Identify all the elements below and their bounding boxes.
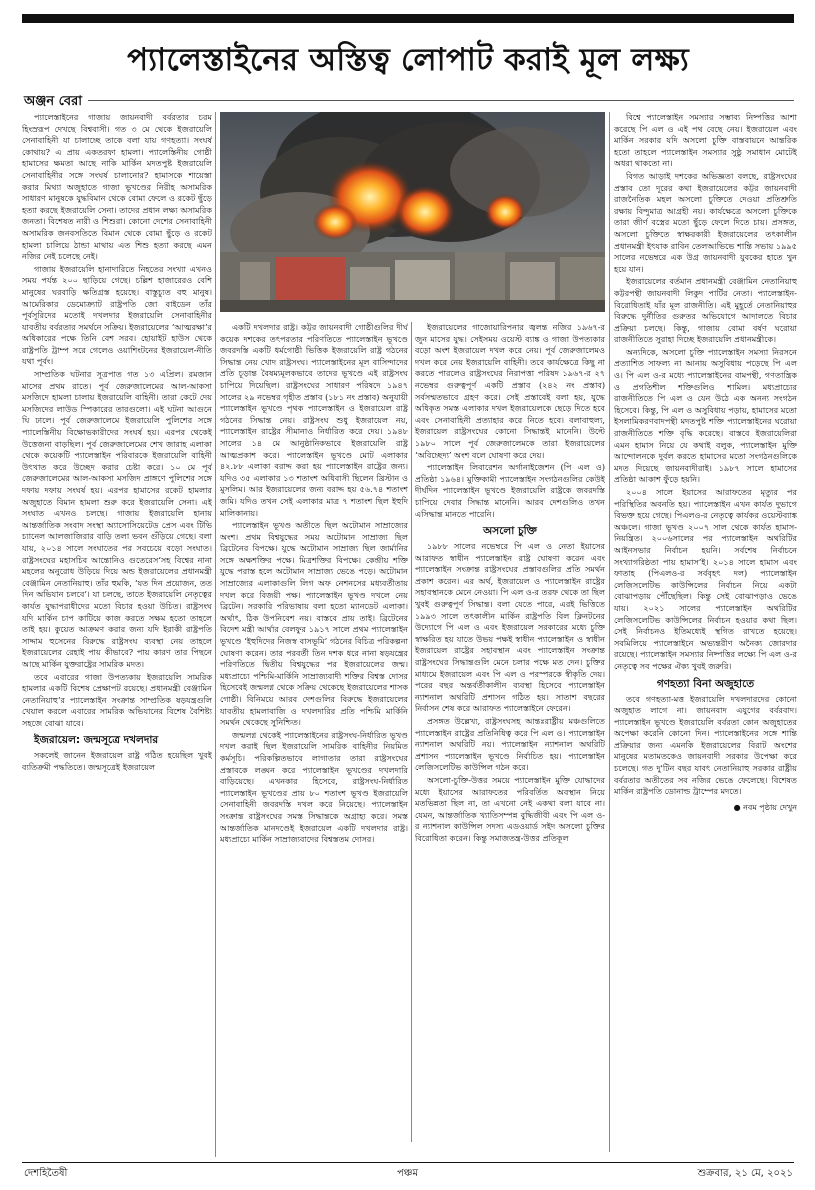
byline-rule (88, 100, 794, 101)
paragraph: জন্মলগ্ন থেকেই প্যালেস্তাইনের রাষ্ট্রসংঘ-নির্ধারিত ভূখণ্ড দখল করাই ছিল ইজরায়েলি সামরিক বাহিনীর নিয়মিত কর্মসূচি। পরিকল্পিতভাবে লাগাতার তারা রাষ্ট্রসংঘের প্রস্তাবকে লঙ্ঘন করে প্যালেস্তাইন ভূখণ্ডের দখলদারি বাড়িয়েছে। এখনকার হিসেবে, রাষ্ট্রসংঘ-নির্ধারিত প্যালেস্তাইন ভূখণ্ডের প্রায় ৮০ শতাংশ ভূখণ্ড ইজরায়েলি সেনাবাহিনী জবরদস্তি দখল করে নিয়েছে। প্যালেস্তাইন সংক্রান্ত রাষ্ট্রসংঘের সমস্ত সিদ্ধান্তকে অগ্রাহ্য করে। সমস্ত আন্তর্জাতিক মানদণ্ডেই ইজরায়েল একটি দখলদার রাষ্ট্র। মধ্যপ্রাচ্যে মার্কিন সাম্রাজ্যবাদের বিশ্বস্ততম দোসর। (220, 729, 408, 845)
paragraph: তবে গণহত্যা-মত্ত ইজরায়েলি দখলদারদের কোনো অজুহাত লাগে না। জায়নবাদ এযুগের বর্বরবাদ। প্যালেস্তাইন ভূখণ্ডে ইজরায়েলি বর্বরতা কোন অজুহাতের অপেক্ষা করেনি কোনো দিন। প্যালেস্তাইনের সঙ্গে শান্তি প্রক্রিয়ার জন্য এমনকি ইজরায়েলের বিরাট অংশের মানুষের মতামতকেও জায়নবাদী সরকার উপেক্ষা করে চলেছে। গত দু'টিন বছর যাবৎ নেতানিয়াহু সরকার রাষ্ট্রীয় বর্বরতার অতীতের সব নজির ভেঙে ফেলেছে। বিশেষত মার্কিন রাষ্ট্রপতি ডোনাল্ড ট্রাম্পের মদতে। (614, 693, 797, 797)
byline: অঞ্জন বেরা (24, 94, 83, 109)
paragraph: তবে এবারের গাজা উপত্যকায় ইজরায়েলি সামরিক হামলার একটি বিশেষ প্রেক্ষাপট রয়েছে। প্রধানমন্ত্রী বেঞ্জামিন নেতানিয়াহু’র প্যালেস্তাইন সংক্রান্ত সাম্প্রতিক ষড়যন্ত্রগুলি খেয়াল করলে এবারের সামরিক অভিযানের বিশেষ বৈশিষ্ট্য সহজে বোঝা যাবে। (22, 671, 212, 728)
paragraph: একটি দখলদার রাষ্ট্র। কট্টর জায়নবাদী গোষ্ঠীগুলির দীর্ঘ কয়েক দশকের তৎপরতার পরিণতিতে প্যালেস্তাইন ভূখণ্ডে জবরদস্তি একটি ধর্মগোষ্ঠী ভিত্তিক ইজরায়েলি রাষ্ট্র গঠনের সিদ্ধান্ত নেয় খোদ রাষ্ট্রসংঘ। প্যালেস্তাইনের মূল বাসিন্দাদের প্রতি চূড়ান্ত বৈষম্যমূলকভাবে তাদের ভূখণ্ডে এই রাষ্ট্রসংঘ চাপিয়ে দিয়েছিল। রাষ্ট্রসংঘের সাধারণ পরিষদে ১৯৪৭ সালের ২৯ নভেম্বর গৃহীত প্রস্তাব (১৮১ নং প্রস্তাব) অনুযায়ী প্যালেস্তাইন ভূখণ্ডে পৃথক প্যালেস্তাইন ও ইজরায়েল রাষ্ট্র গঠনের সিদ্ধান্ত নেয়। রাষ্ট্রসংঘ শুধু ইজরায়েল নয়, প্যালেস্তাইন রাষ্ট্রের সীমানাও নির্ধারিত করে দেয়। ১৯৪৮ সালের ১৪ মে আনুষ্ঠানিকভাবে ইজরায়েলি রাষ্ট্র আত্মপ্রকাশ করে। প্যালেস্তাইন ভূখণ্ডে মোট এলাকার ৪২.৮৮ এলাকা বরাদ্দ করা হয় প্যালেস্তাইন রাষ্ট্রের জন্য। যদিও ৩৫ এলাকার ১৩ শতাংশ অধিবাসী ছিলেন খ্রিস্টান ও মুসলিম। আর ইজরায়েলের জন্য বরাদ্দ হয় ৫৬.৭৪ শতাংশ জমি। যদিও তখন সেই এলাকার মাত্র ৭ শতাংশ ছিল ইহুদি মালিকানায়। (220, 322, 408, 518)
paragraph: অসলো-চুক্তি-উত্তর সময়ে প্যালেস্তাইন মুক্তি যোদ্ধাদের মধ্যে ইয়াসের আরাফতের পরিবর্তিত অবস্থান নিয়ে মতভিন্নতা ছিল না, তা এখনো নেই একথা বলা যাবে না। যেমন, আন্তর্জাতিক খ্যাতিসম্পন্ন বুদ্ধিজীবী এবং পি এল ও-র ন্যাশনাল কাউন্সিল সদস্য এডওয়ার্ড সইদ অসলো চুক্তির বিরোধিতা করেন। কিন্তু সমাজতন্ত্র-উত্তর প্রতিকূল (415, 774, 605, 843)
footer-publication: দেশহিতৈষী (24, 1168, 68, 1179)
subheading: ইজরায়েল: জন্মসূত্রে দখলদার (34, 734, 159, 747)
paragraph: ১৯৮৮ সালের নভেম্বরে পি এল ও নেতা ইয়াসের আরাফত স্বাধীন প্যালেস্তাইন রাষ্ট্র ঘোষণা করেন এবং প্যালেস্তাইন সংক্রান্ত রাষ্ট্রসংঘের প্রস্তাবগুলির প্রতি সমর্থন প্রকাশ করেন। এর অর্থ, ইজরায়েল ও প্যালেস্তাইন রাষ্ট্রের সহাবস্থানকে মেনে নেওয়া। পি এল ও-র তরফ থেকে তা ছিল খুবই গুরুত্বপূর্ণ সিদ্ধান্ত। বলা যেতে পারে, এরই ভিত্তিতে ১৯৯৩ সালে তৎকালীন মার্কিন রাষ্ট্রপতি বিল ক্লিনটনের উদ্যোগে পি এল ও এবং ইজরায়েল সরকারের মধ্যে চুক্তি স্বাক্ষরিত হয় যাতে উভয় পক্ষই স্বাধীন প্যালেস্তাইন ও স্বাধীন ইজরায়েল রাষ্ট্রের সহাবস্থান এবং প্যালেস্তাইন সংক্রান্ত রাষ্ট্রসংঘের সিদ্ধান্তগুলি মেনে চলার পক্ষে মত দেন। চুক্তির মাধ্যমে ইজরায়েল এবং পি এল ও পরস্পরকে স্বীকৃতি দেয়। পরের বছর অন্তর্বর্তীকালীন ব্যবস্থা হিসেবে প্যালেস্তাইন ন্যাশনাল অথরিটি প্রশাসন গঠিত হয়। সাতাশ বছরের নির্বাসন শেষ করে আরাফত প্যালেস্তাইনে ফেরেন। (415, 541, 605, 714)
column-4 (614, 112, 797, 1147)
continued-note: ● নবম পৃষ্ঠায় দেখুন (733, 802, 797, 812)
paragraph: বিগত আড়াই দশকের অভিজ্ঞতা বলছে, রাষ্ট্রসংঘের প্রস্তাব তো দূরের কথা ইজরায়েলের কট্টর জায়নবাদী রাজনৈতিক মহল অসলো চুক্তিতে দেওয়া প্রতিশ্রুতি রক্ষায় বিন্দুমাত্র আগ্রহী নয়। কার্যক্ষেত্রে অসলো চুক্তিকে তারা জীর্ণ বস্ত্রের মতো ছুঁড়ে ফেলে দিতে চায়। প্রসঙ্গত, অসলো চুক্তিতে স্বাক্ষরকারী ইজরায়েলের তৎকালীন প্রধানমন্ত্রী ইৎযাক রাবিন তেলআভিভে শান্তি সভায় ১৯৯৫ সালের নভেম্বরে এক উগ্র জায়নবাদী যুবকের হাতে খুন হয়ে যান। (614, 170, 797, 274)
news-photo-explosion (220, 112, 605, 312)
column-1 (22, 112, 212, 1157)
footer-date: শুক্রবার, ২১ মে, ২০২১ (697, 1168, 793, 1179)
paragraph: গাজায় ইজরায়েলি হানাদারিতে নিহতের সংখ্যা এখনও সময় পর্যন্ত ২০০ ছাড়িয়ে গেছে। চল্লিশ হাজারেরও বেশি মানুষের ঘরবাড়ি ক্ষতিগ্রস্ত হয়েছে। বাস্তুচ্যুত বহু মানুষ। আমেরিকার ডেমোক্র্যাট রাষ্ট্রপতি জো বাইডেন তাঁর পূর্বসূরিদের মতোই দখলদার ইজরায়েলি সেনাবাহিনীর যাবতীয় বর্বরতার সমর্থনে সক্রিয়। ইজরায়েলের ‘আত্মরক্ষা’র অধিকারের পক্ষে তিনি বেশ সরব। হোয়াইট হাউস থেকে রাষ্ট্রপতি ট্রাম্প সরে গেলেও ওয়াশিংটনের ইজরায়েল-নীতি যথা পূর্বং। (22, 263, 212, 367)
footer-rule (22, 1162, 794, 1163)
paragraph: প্যালেস্তাইনের গাজায় জায়নবাদী বর্বরতার চরম হিংস্ররূপ দেখছে বিশ্ববাসী। গত ৩ মে থেকে ইজরায়েলি সেনাবাহিনী যা চালাচ্ছে তাকে বলা যায় গণহত্যা। সংঘর্ষ কোথায়? এ প্রায় একতরফা হামলা। প্যালেস্তিনীয় গোষ্ঠী হামাসের ক্ষমতা আছে নাকি মার্কিন মদতপুষ্ট ইজরায়েলি সেনাবাহিনীর সঙ্গে সংঘর্ষ চালানোর? হামাসকে শায়েস্তা করার মিথ্যা অজুহাতে গাজা ভূখণ্ডের নিরীহ অসামরিক সাধারণ মানুষকে যুদ্ধবিমান থেকে বোমা ফেলে ও রকেট ছুঁড়ে হত্যা করছে ইজরায়েলি সেনা। তাদের প্রধান লক্ষ্য অসামরিক জনতা। বিশেষত নারী ও শিশুরা। কোনো দেশের সেনাবাহিনী অসামরিক জনবসতিতে বিমান থেকে বোমা ছুঁড়ে ও রকেট হামলা চালিয়ে ঠান্ডা মাথায় এত শিশু হত্যা করছে এমন নজির নেই চলেছে নেই। (22, 112, 212, 262)
paragraph: প্যালেস্তাইন ভূখণ্ড অতীতে ছিল অটোমান সাম্রাজ্যের অংশ। প্রথম বিশ্বযুদ্ধের সময় অটোমান সাম্রাজ্য ছিল ব্রিটেনের বিপক্ষে। যুদ্ধে অটোমান সাম্রাজ্য ছিল জার্মানির সঙ্গে অক্ষশক্তির পক্ষে। মিত্রশক্তির বিপক্ষে। কেন্দ্রীয় শক্তি যুদ্ধে পরাস্ত হলে অটোমান সাম্রাজ্য ভেঙে পড়ে। অটোমান সাম্রাজ্যের এলাকাগুলি লিগ অফ নেশনসের মধ্যবর্তীতায় দখল করে বিজয়ী পক্ষ। প্যালেস্তাইন ভূখণ্ড দখলে নেয় ব্রিটেন। সরকারি পরিভাষায় বলা হতো ম্যানডেট এলাকা। অর্থাৎ, ঠিক উপনিবেশ নয়। বাস্তবে প্রায় তাই। ব্রিটেনের বিদেশ মন্ত্রী আর্থার বেলফুর ১৯১৭ সালে প্রথম প্যালেস্তাইন ভূখণ্ডে ‘ইহুদিদের নিজস্ব বাসভূমি’ গঠনের বিচিত্র পরিকল্পনা ঘোষণা করেন। তার পরবর্তী তিন দশক ধরে নানা ষড়যন্ত্রের পরিণতিতে দ্বিতীয় বিশ্বযুদ্ধের পর ইজরায়েলের জন্ম। মধ্যপ্রাচ্যে পশ্চিমি-মার্কিনি সাম্রাজ্যবাদী শক্তির বিশ্বস্ত দোসর হিসেবেই জন্মলগ্ন থেকে সক্রিয় থেকেছে ইজরায়েলের শাসক গোষ্ঠী। বিনিময়ে আরব দেশগুলির বিরুদ্ধে ইজরায়েলের যাবতীয় হামলাবাজি ও দখলদারির প্রতি পশ্চিমি মার্কিনি সমর্থন থেকেছে সুনিশ্চিত। (220, 520, 408, 728)
paragraph: বিশ্বে প্যালেস্তাইন সমস্যার সম্ভাব্য নিষ্পত্তির আশা করেছে পি এল ও এই পথ বেছে নেয়। ইজরায়েল এবং মার্কিন সরকার যদি অসলো চুক্তি বাস্তবায়নে আন্তরিক হতো তাহলে প্যালেস্তাইন সমস্যার সুষ্ঠু সমাধান মোটেই অধরা থাকতো না। (614, 112, 797, 169)
column-divider (215, 112, 216, 1157)
paragraph: ২০০৪ সালে ইয়াসের আরাফতের মৃত্যুর পর পরিস্থিতির অবনতি হয়। প্যালেস্তাইন এখন কার্যত দুভাগে বিভক্ত হয়ে গেছে। পিএলও-র নেতৃত্বে কার্যকর ওয়েস্টব্যাঙ্ক অঞ্চলে। গাজা ভূখণ্ড ২০০৭ সাল থেকে কার্যত হামাস-নিয়ন্ত্রিত। ২০০৬সালের পর প্যালেস্তাইন অথরিটির আইনসভার নির্বাচন হয়নি। সর্বশেষ নির্বাচনে সংখ্যাগরিষ্ঠতা পায় হামাস’ই। ২০১৪ সালে হামাস এবং ফাতাহ (পিএলও-র সর্ববৃহৎ দল) প্যালেস্তাইন লেজিসলেটিভ কাউন্সিলের নির্বাচন নিয়ে একটা বোঝাপড়ায় পৌঁছেছিল। কিন্তু সেই বোঝাপড়াও ভেঙে যায়। ২০২১ সালের প্যালেস্তাইন অথরিটির লেজিসলেটিভ কাউন্সিলের নির্বাচন হওয়ার কথা ছিল। সেই নির্বাচনও ইতিমধ্যেই স্থগিত রাখতে হয়েছে। সবমিলিয়ে প্যালেস্তাইনে অভ্যন্তরীণ অনৈক্য জোরদার রয়েছে। প্যালেস্তাইন সমস্যার নিষ্পত্তির লক্ষ্যে পি এল ও-র নেতৃত্বে সব পক্ষের ঐক্য খুবই জরুরি। (614, 487, 797, 671)
paragraph: ইজরায়েলের গাজোয়ারিপনার জ্বলন্ত নজির ১৯৬৭-র জুন মাসের যুদ্ধ। সেইসময় ওয়েস্ট ব্যাঙ্ক ও গাজা উপত্যকার বড়ো অংশ ইজরায়েল দখল করে নেয়। পূর্ব জেরুজালেমও দখল করে নেয় ইজরায়েলি বাহিনী। তবে কার্যক্ষেত্রে কিছু না করতে পারলেও রাষ্ট্রসংঘের নিরাপত্তা পরিষদ ১৯৬৭-র ২৭ নভেম্বর গুরুত্বপূর্ণ একটি প্রস্তাব (২৪২ নং প্রস্তাব) সর্বসম্মতভাবে গ্রহণ করে। সেই প্রস্তাবেই বলা হয়, যুদ্ধে অধিকৃত সমস্ত এলাকার দখল ইজরায়েলকে ছেড়ে দিতে হবে এবং সেনাবাহিনী প্রত্যাহার করে নিতে হবে। বলাবাহুল্য, ইজরায়েল রাষ্ট্রসংঘের কোনো সিদ্ধান্তই মানেনি। উল্টে ১৯৮০ সালে পূর্ব জেরুজালেমকে তারা ইজরায়েলের ‘অবিচ্ছেদ্য’ অংশ বলে ঘোষণা করে দেয়। (415, 322, 605, 460)
subheading: অসলো চুক্তি (483, 525, 537, 538)
masthead-rule (22, 14, 794, 23)
headline: প্যালেস্তাইনের অস্তিত্ব লোপাট করাই মূল লক্ষ্য (127, 42, 689, 78)
subheading: গণহত্যা বিনা অজুহাতে (656, 677, 755, 690)
paragraph: প্যালেস্তাইন লিবারেশন অর্গানাইজেশন (পি এল ও) প্রতিষ্ঠা ১৯৬৪। মুক্তিকামী প্যালেস্তাইন সংগঠনগুলির কেউই দীর্ঘদিন প্যালেস্তাইন ভূখণ্ডে ইজরায়েলি রাষ্ট্রকে জবরদস্তি চাপিয়ে দেবার সিদ্ধান্ত মানেনি। আরব দেশগুলিও তখন এসিদ্ধান্ত মানতে পারেনি। (415, 462, 605, 519)
footer-page-number: পঞ্চম (396, 1168, 419, 1179)
column-divider (609, 112, 610, 1152)
paragraph: সকলেই জানেন ইজরায়েল রাষ্ট্র গঠিত হয়েছিল খুবই ব্যতিক্রমী পদ্ধতিতে। জন্মসূত্রেই ইজরায়েল (22, 750, 212, 773)
paragraph: সাম্প্রতিক ঘটনার সূত্রপাত গত ১৩ এপ্রিল। রমজান মাসের প্রথম রাতে। পূর্ব জেরুজালেমের আল-আকসা মসজিদে হামলা চালায় ইজরায়েলি বাহিনী। তারা কেটে দেয় মসজিদের লাউড স্পিকারের তারগুলো। এই ঘটনা আগুনে ঘি ঢালে। পূর্ব জেরুজালেমে ইজরায়েলি পুলিশের সঙ্গে প্যালেস্তিনীয় বিক্ষোভকারীদের সংঘর্ষ হয়। এরপর থেকেই উত্তেজনা বাড়ছিল। পূর্ব জেরুজালেমের শেখ জারাহ এলাকা থেকে কয়েকটি প্যালেস্তাইন পরিবারকে ইজরায়েলি বাহিনী উৎখাত করে উচ্ছেদ করার চেষ্টা করে। ১০ মে পূর্ব জেরুজালেমের আল-আকসা মসজিদ প্রাঙ্গণে পুলিশের সঙ্গে দফায় দফায় সংঘর্ষ হয়। এরপর হামাসের রকেট হামলার অজুহাতে বিমান হামলা শুরু করে ইজরায়েলি সেনা। এই সংঘাত এখনও চলছে। গাজায় ইজরায়েলি হানায় আন্তর্জাতিক সংবাদ সংস্থা অ্যাসোসিয়েটেড প্রেস এবং টিভি চ্যানেল আলজাজিরার বাড়ি তলা ভবন গুঁড়িয়ে গেছে। বলা যায়, ২০১৪ সালে সংঘাতের পর সবচেয়ে বড়ো সংঘাত। রাষ্ট্রসংঘের মহাসচিব আন্তোনিও গুতেরেস‘সহ বিশ্বের নানা মহলের অনুরোধ উড়িয়ে দিয়ে অন্ড ইজরায়েলের প্রধানমন্ত্রী বেঞ্জামিন নেতানিয়াহু। তাঁর হুমকি, ‘যত দিন প্রয়োজন, তত দিন অভিযান চলবে’। যা চলছে, তাতে ইজরায়েলি নেতৃত্বের কার্যত যুদ্ধাপরাধীদের মতো বিচার হওয়া উচিত। রাষ্ট্রসংঘ যদি মার্কিন চাপ কাটিয়ে কাজ করতে সক্ষম হতো তাহলে তাই হয়। কুয়েত আক্রমণ করার জন্য যদি ইরাকী রাষ্ট্রপতি সাদ্দাম হুসেনের বিরুদ্ধে রাষ্ট্রসংঘ ব্যবস্থা নেয় তাহলে ইজরায়েলের রেহাই পায় কীভাবে? পায় কারণ তার পিছনে আছে মার্কিন যুক্তরাষ্ট্রের সামরিক মদত। (22, 369, 212, 669)
column-divider (411, 322, 412, 1142)
column-3 (415, 322, 605, 1152)
paragraph: ইজরায়েলের বর্তমান প্রধানমন্ত্রী বেঞ্জামিন নেতানিয়াহু কট্টরপন্থী জায়নবাদী লিকুদ পার্টির নেতা। প্যালেস্তাইন-বিরোধিতাই যাঁর মূল রাজনীতি। এই মুহূর্তে নেতানিয়াহুর বিরুদ্ধে দুর্নীতির গুরুতর অভিযোগে আদালতে বিচার প্রক্রিয়া চলছে। কিন্তু, গাজায় বোমা বর্ষণ ঘরোয়া রাজনীতিতে সুরাহা দিচ্ছে ইজরায়েলি প্রধানমন্ত্রীকে। (614, 276, 797, 345)
paragraph: প্রসঙ্গত উল্লেখ্য, রাষ্ট্রসংঘসহ আন্তঃরাষ্ট্রীয় মঞ্চগুলিতে প্যালেস্তাইন রাষ্ট্রের প্রতিনিধিত্ব করে পি এল ও। প্যালেস্তাইন ন্যাশনাল অথরিটি নয়। প্যালেস্তাইন ন্যাশনাল অথরিটি প্রশাসন প্যালেস্তাইন ভূখণ্ডে নির্বাচিত হয়। প্যালেস্তাইন লেজিসলেটিভ কাউন্সিল গঠন করে। (415, 716, 605, 773)
paragraph: অন্যদিকে, অসলো চুক্তি প্যালেস্তাইন সমস্যা নিরসনে প্রত্যাশিত সাফল্য না আনায় অসুবিধায় পড়েছে পি এল ও। পি এল ও-র মধ্যে প্যালেস্তাইনের বামপন্থী, গণতান্ত্রিক ও প্রগতিশীল শক্তিগুলিও শামিল। মধ্যপ্রাচ্যের রাজনীতিতে পি এল ও যেন উঠে এক অনন্য সংগঠন হিসেবে। কিন্তু, পি এল ও অসুবিধায় পড়ায়, হামাসের মতো ইসলামিকরণবাদপন্থী মদতপুষ্ট শক্তি প্যালেস্তাইনের ঘরোয়া রাজনীতিতে শক্তি বৃদ্ধি করেছে। বাস্তবে ইজরায়েলিরা এমন হামাস নিয়ে যে কথাই বলুক, প্যালেস্তাইন মুক্তি আন্দোলনকে দুর্বল করতে হামাসের মতো সংগঠনগুলিকে মদত দিয়েছে জায়নবাদীরাই। ১৯৮৭ সালে হামাসের প্রতিষ্ঠা আকাশ ফুঁড়ে হয়নি। (614, 346, 797, 485)
column-2 (220, 322, 408, 1142)
